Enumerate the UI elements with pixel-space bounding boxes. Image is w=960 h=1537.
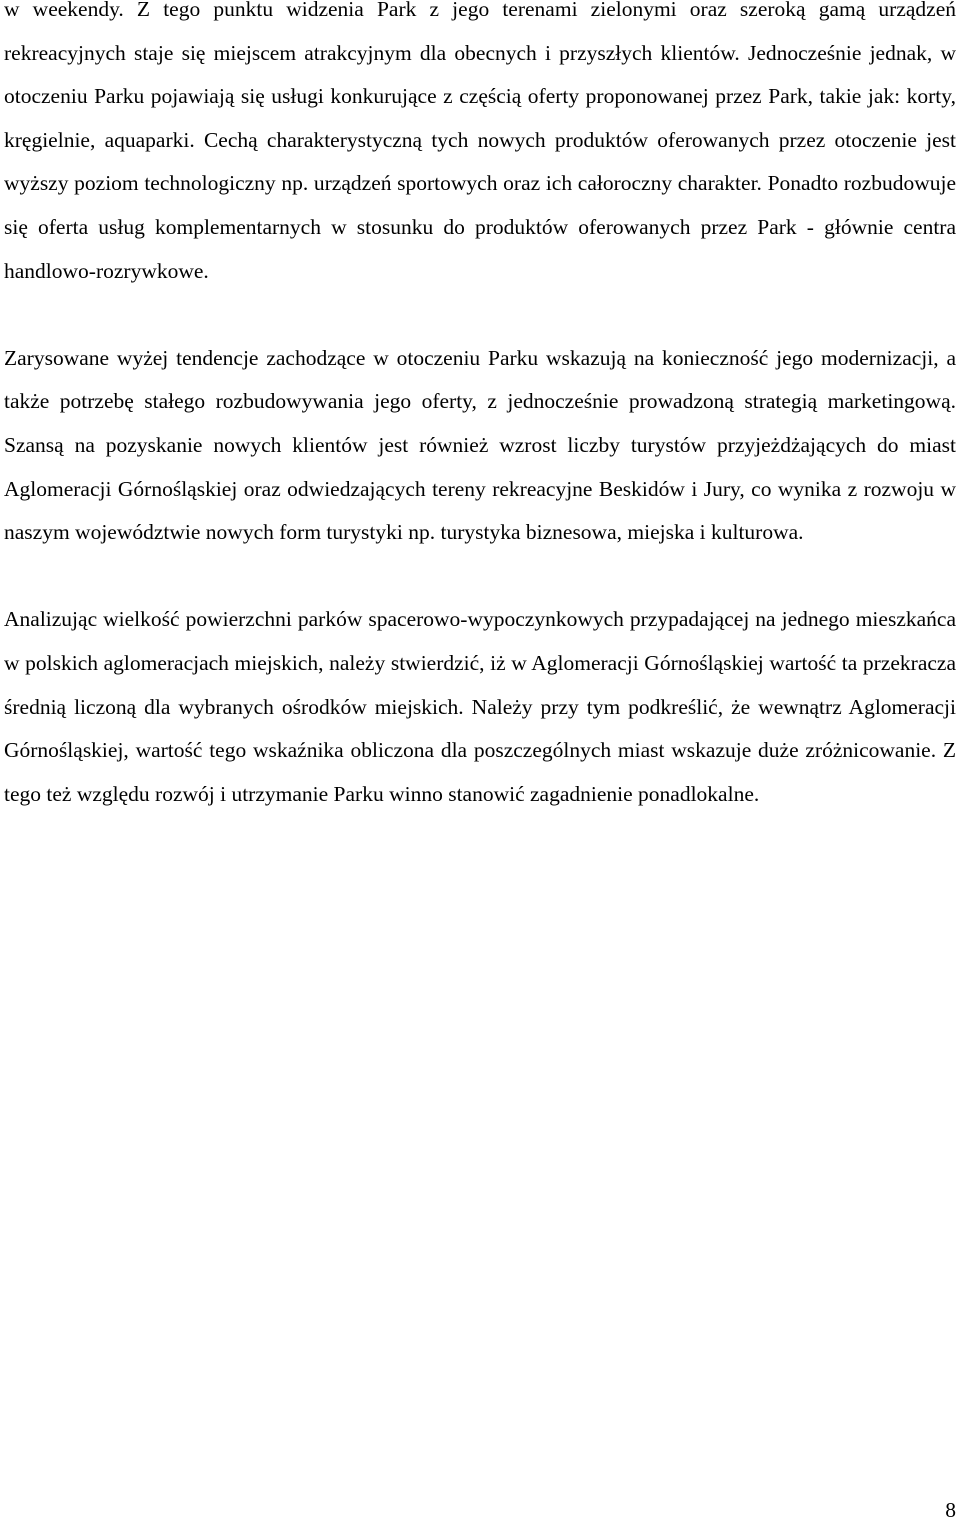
paragraph-1: w weekendy. Z tego punktu widzenia Park z jego terenami zielonymi oraz szeroką gamą urządzeń rekreacyjnych staje się miejscem atrakcyjnym dla obecnych i przyszłych klientów. Jednocześnie jednak, w otoczeniu Parku pojawiają się usługi konkurujące z częścią oferty proponowanej przez Park, takie jak: korty, kręgielnie, aquaparki. Cechą charakterystyczną tych nowych produktów oferowanych przez otoczenie jest wyższy poziom technologiczny np. urządzeń sportowych oraz ich całoroczny charakter. Ponadto rozbudowuje się oferta usług komplementarnych w stosunku do produktów oferowanych przez Park - głównie centra handlowo-rozrywkowe. [4,0,956,283]
page-number: 8 [945,1498,956,1522]
paragraph-2: Zarysowane wyżej tendencje zachodzące w otoczeniu Parku wskazują na konieczność jego modernizacji, a także potrzebę stałego rozbudowywania jego oferty, z jednocześnie prowadzoną strategią marketingową. Szansą na pozyskanie nowych klientów jest również wzrost liczby turystów przyjeżdżających do miast Aglomeracji Górnośląskiej oraz odwiedzających tereny rekreacyjne Beskidów i Jury, co wynika z rozwoju w naszym województwie nowych form turystyki np. turystyka biznesowa, miejska i kulturowa. [4,345,956,545]
paragraph-3: Analizując wielkość powierzchni parków spacerowo-wypoczynkowych przypadającej na jednego mieszkańca w polskich aglomeracjach miejskich, należy stwierdzić, iż w Aglomeracji Górnośląskiej wartość ta przekracza średnią liczoną dla wybranych ośrodków miejskich. Należy przy tym podkreślić, że wewnątrz Aglomeracji Górnośląskiej, wartość tego wskaźnika obliczona dla poszczególnych miast wskazuje duże zróżnicowanie. Z tego też względu rozwój i utrzymanie Parku winno stanowić zagadnienie ponadlokalne. [4,607,956,806]
